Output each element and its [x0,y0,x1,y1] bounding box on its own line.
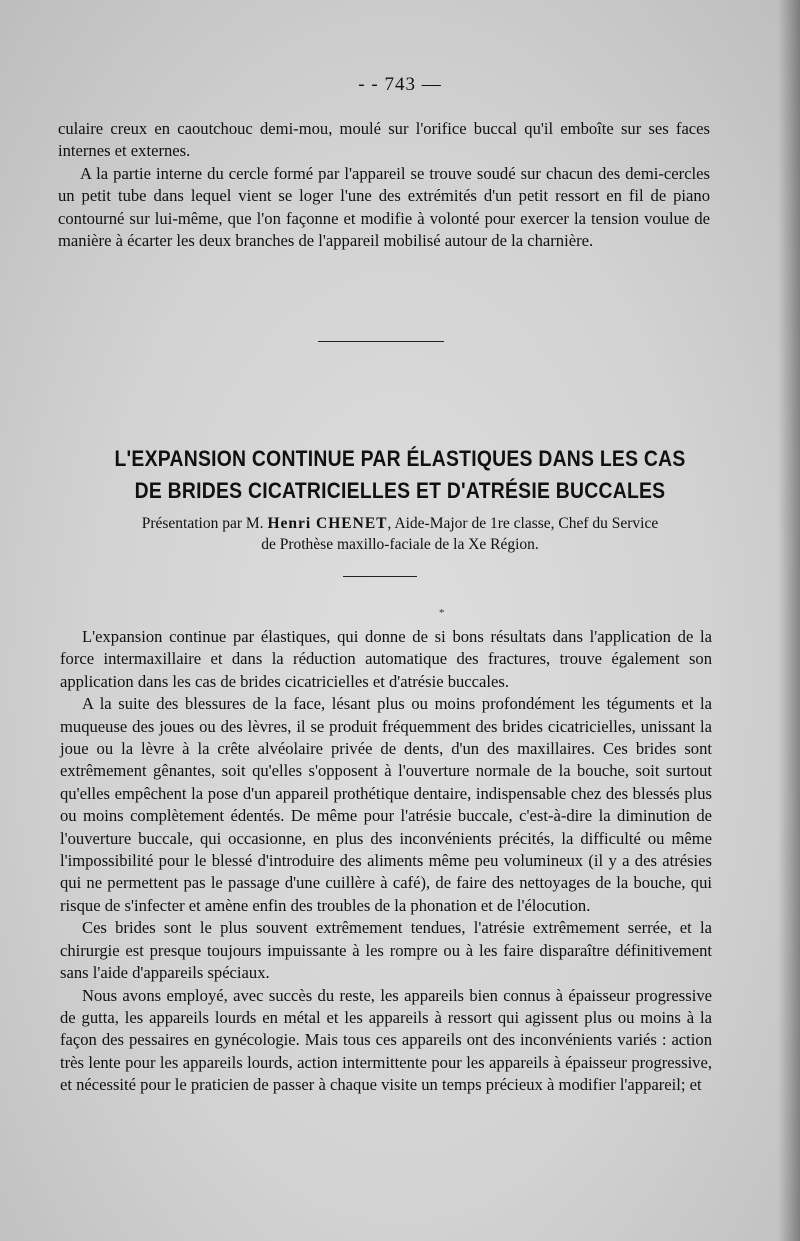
page-number: - - 743 — [358,74,442,95]
section-divider [318,341,444,342]
body-paragraph: L'expansion continue par élastiques, qui donne de si bons résultats dans l'application de la force intermaxillaire et dans la réduction automatique des fractures, trouve également son application dans les cas de brides cicatricielles et d'atrésie buccales. [60,627,712,691]
author-name: Henri CHENET [267,515,388,532]
intro-paragraph: A la partie interne du cercle formé par l'appareil se trouve soudé sur chacun des demi-cercles un petit tube dans lequel vient se loger l'une des extrémités d'un petit ressort en fil de piano contourné sur lui-même, que l'on façonne et modifie à volonté pour exercer la tension voulue de manière à écarter les deux branches de l'appareil mobilisé autour de la charnière. [58,163,710,251]
article-body [60,626,712,1097]
article-title-line: DE BRIDES CICATRICIELLES ET D'ATRÉSIE BUCCALES [134,478,666,503]
byline-affiliation: , Aide-Major de 1re classe, Chef du Service [387,515,659,532]
intro-paragraph: culaire creux en caoutchouc demi-mou, moulé sur l'orifice buccal qu'il emboîte sur ses faces internes et externes. [58,119,710,161]
intro-text [58,118,710,252]
article-byline [60,513,740,555]
byline-prefix: Présentation par M. [141,515,264,532]
article-title-line: L'EXPANSION CONTINUE PAR ÉLASTIQUES DANS LES CAS [114,446,686,471]
title-divider [343,576,417,577]
byline-line: de Prothèse maxillo-faciale de la Xe Région. [261,536,539,553]
ornament-mark: * [439,607,445,619]
page-spine-shadow [778,0,800,1241]
body-paragraph: Nous avons employé, avec succès du reste, les appareils bien connus à épaisseur progressive de gutta, les appareils lourds en métal et les appareils à ressort qui agissent plus ou moins à la façon des pessaires en gynécologie. Mais tous ces appareils ont des inconvénients variés : action très lente pour les appareils lourds, action intermittente pour les appareils à épaisseur progressive, et nécessité pour le praticien de passer à chaque visite un temps précieux à modifier l'appareil; et [60,985,712,1095]
body-paragraph: Ces brides sont le plus souvent extrêmement tendues, l'atrésie extrêmement serrée, et la chirurgie est presque toujours impuissante à les rompre ou à les faire disparaître définitivement sans l'aide d'appareils spéciaux. [60,918,712,983]
byline-line [60,513,740,534]
body-paragraph: A la suite des blessures de la face, lésant plus ou moins profondément les téguments et la muqueuse des joues ou des lèvres, il se produit fréquemment des brides cicatricielles, unissant la joue ou la lèvre à la crête alvéolaire privée de dents, d'un des maxillaires. Ces brides sont extrêmement gênantes, soit qu'elles s'opposent à l'ouverture normale de la bouche, soit surtout qu'elles empêchent la pose d'un appareil prothétique dentaire, indispensable chez des blessés plus ou moins complètement édentés. De même pour l'atrésie buccale, c'est-à-dire la diminution de l'ouverture buccale, qui occasionne, en plus des inconvénients précités, la difficulté ou même l'impossibilité pour le blessé d'introduire des aliments même peu volumineux (il y a des atrésies qui ne permettent pas le passage d'une cuillère à café), de faire des nettoyages de la bouche, qui risque de s'infecter et amène enfin des troubles de la phonation et de l'élocution. [60,694,712,915]
article-title [90,443,709,507]
